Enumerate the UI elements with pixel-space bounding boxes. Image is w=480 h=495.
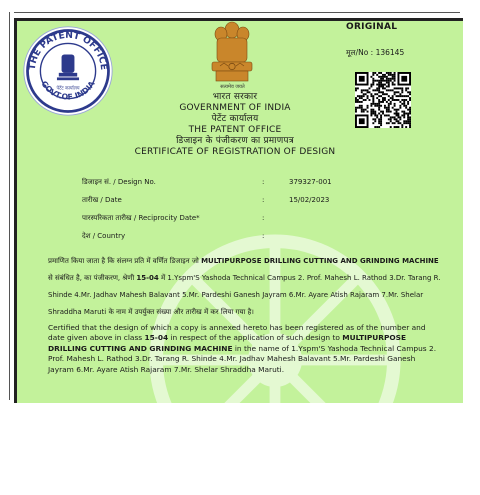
hindi-para-class: 15-04 — [136, 274, 159, 282]
field-date — [82, 196, 402, 214]
hindi-certification-paragraph — [32, 253, 442, 321]
emblem-caption: सत्यमेव जयते — [220, 84, 245, 90]
english-para-class: 15-04 — [144, 333, 169, 343]
design-fields — [82, 178, 402, 250]
original-label: ORIGINAL — [346, 22, 398, 32]
certificate-title: CERTIFICATE OF REGISTRATION OF DESIGN — [134, 147, 336, 157]
english-para-middle: in respect of the application of such design to — [168, 333, 343, 343]
field-label: तारीख / Date — [82, 196, 122, 204]
hindi-certificate-title: डिजाइन के पंजीकरण का प्रमाणपत्र — [176, 136, 294, 146]
field-value: 15/02/2023 — [289, 196, 330, 204]
field-reciprocity-date — [82, 214, 402, 232]
field-country — [82, 232, 402, 250]
field-colon: : — [262, 196, 265, 204]
government-of-india: GOVERNMENT OF INDIA — [179, 103, 291, 113]
the-patent-office: THE PATENT OFFICE — [188, 125, 282, 135]
frame-top-line — [14, 12, 460, 13]
certificate-header — [100, 92, 370, 158]
hindi-para-title: MULTIPURPOSE DRILLING CUTTING AND GRINDING MACHINE — [201, 257, 439, 265]
hindi-para-after: में 1.Yspm'S Yashoda Technical Campus 2. Prof. Mahesh L. Rathod 3.Dr. Tarang R. Shinde 4.Mr. Jadhav Mahesh Balavant 5.Mr. Pardeshi Ganesh Jayram 6.Mr. Ayare Atish Rajaram 7.Mr. Shelar Shraddha Maruti के नाम में उपर्युक्त संख्या और तारीख में कर लिया गया है। — [48, 274, 441, 316]
field-colon: : — [262, 178, 265, 186]
hindi-para-middle: से संबंधित है, का पंजीकरण, श्रेणी — [48, 274, 137, 282]
english-para-after: in the name of 1.Yspm'S Yashoda Technical Campus 2. Prof. Mahesh L. Rathod 3.Dr. Tarang R. Shinde 4.Mr. Jadhav Mahesh Balavant 5.Mr. Pardeshi Ganesh Jayram 6.Mr. Ayare Atish Rajaram 7.Mr. Shelar Shraddha Maruti. — [48, 343, 437, 374]
field-design-no — [82, 178, 402, 196]
hindi-patent-office: पेटेंट कार्यालय — [211, 114, 259, 124]
field-label: डिजाइन सं. / Design No. — [82, 178, 156, 186]
seal-top-text: THE PATENT OFFICE — [26, 29, 110, 71]
field-label: पारस्परिकता तारीख / Reciprocity Date* — [82, 214, 200, 222]
english-para-title: MULTIPURPOSE DRILLING CUTTING AND GRINDING MACHINE — [48, 333, 407, 353]
seal-bottom-text: GOVT.OF INDIA — [39, 79, 97, 102]
serial-number: मूल/No : 136145 — [346, 48, 405, 57]
field-label: देश / Country — [82, 232, 126, 240]
ashoka-emblem-icon — [202, 16, 262, 88]
field-colon: : — [262, 214, 265, 222]
hindi-para-before: प्रमाणित किया जाता है कि संलग्न प्रति में वर्णित डिजाइन जो — [48, 257, 202, 265]
english-certification-paragraph — [32, 323, 442, 375]
field-value: 379327-001 — [289, 178, 332, 186]
field-colon: : — [262, 232, 265, 240]
english-para-before: Certified that the design of which a copy is annexed hereto has been registered as of the number and date given above in class — [48, 323, 426, 343]
hindi-government: भारत सरकार — [212, 92, 258, 102]
frame-left-line — [9, 12, 10, 400]
seal-hindi-text: पेटेंट कार्यालय — [56, 86, 80, 92]
